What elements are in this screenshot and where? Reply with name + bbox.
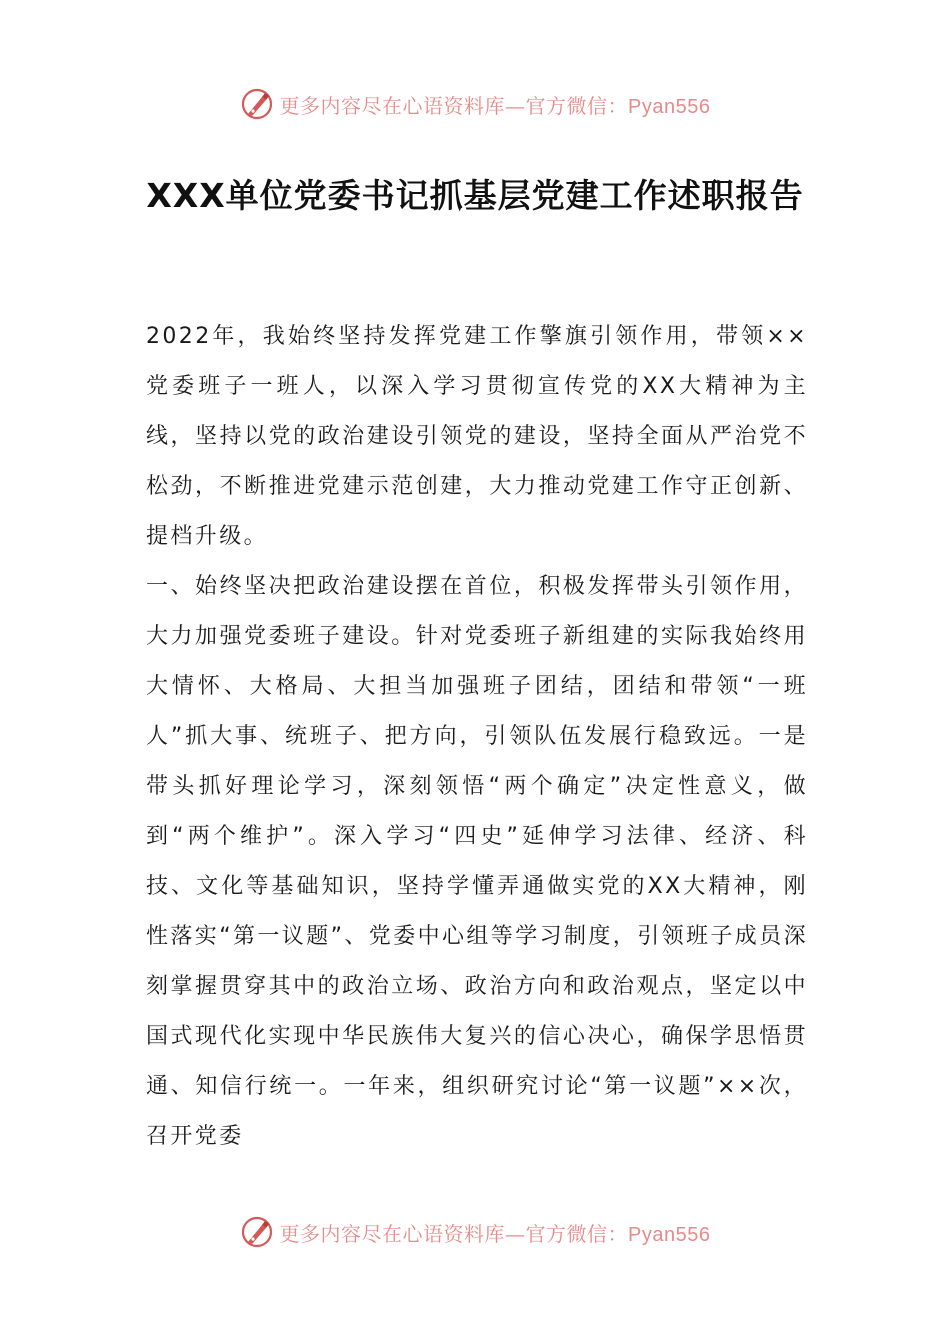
header-banner — [0, 84, 950, 124]
document-body — [146, 312, 808, 1152]
banner-handle: Pyan556 — [628, 1223, 711, 1246]
paragraph-intro: 2022年，我始终坚持发挥党建工作擎旗引领作用，带领××党委班子一班人，以深入学习贯彻宣传党的XX大精神为主线，坚持以党的政治建设引领党的建设，坚持全面从严治党不松劲，不断推进党建示范创建，大力推动党建工作守正创新、提档升级。 — [146, 324, 808, 549]
pen-nib-circle-icon — [240, 1215, 274, 1249]
pen-nib-circle-icon — [240, 87, 274, 121]
banner-text: 更多内容尽在心语资料库—官方微信：Pyan556 — [279, 93, 711, 118]
banner-handle: Pyan556 — [628, 95, 711, 118]
footer-banner — [0, 1212, 950, 1252]
banner-text: 更多内容尽在心语资料库—官方微信：Pyan556 — [279, 1221, 711, 1246]
document-title: XXX单位党委书记抓基层党建工作述职报告 — [146, 176, 804, 215]
paragraph-section-one: 一、始终坚决把政治建设摆在首位，积极发挥带头引领作用，大力加强党委班子建设。针对党委班子新组建的实际我始终用大情怀、大格局、大担当加强班子团结，团结和带领“一班人”抓大事、统班子、把方向，引领队伍发展行稳致远。一是带头抓好理论学习，深刻领悟“两个确定”决定性意义，做到“两个维护”。深入学习“四史”延伸学习法律、经济、科技、文化等基础知识，坚持学懂弄通做实党的XX大精神，刚性落实“第一议题”、党委中心组等学习制度，引领班子成员深刻掌握贯穿其中的政治立场、政治方向和政治观点，坚定以中国式现代化实现中华民族伟大复兴的信心决心，确保学思悟贯通、知信行统一。一年来，组织研究讨论“第一议题”××次，召开党委 — [146, 574, 808, 1149]
